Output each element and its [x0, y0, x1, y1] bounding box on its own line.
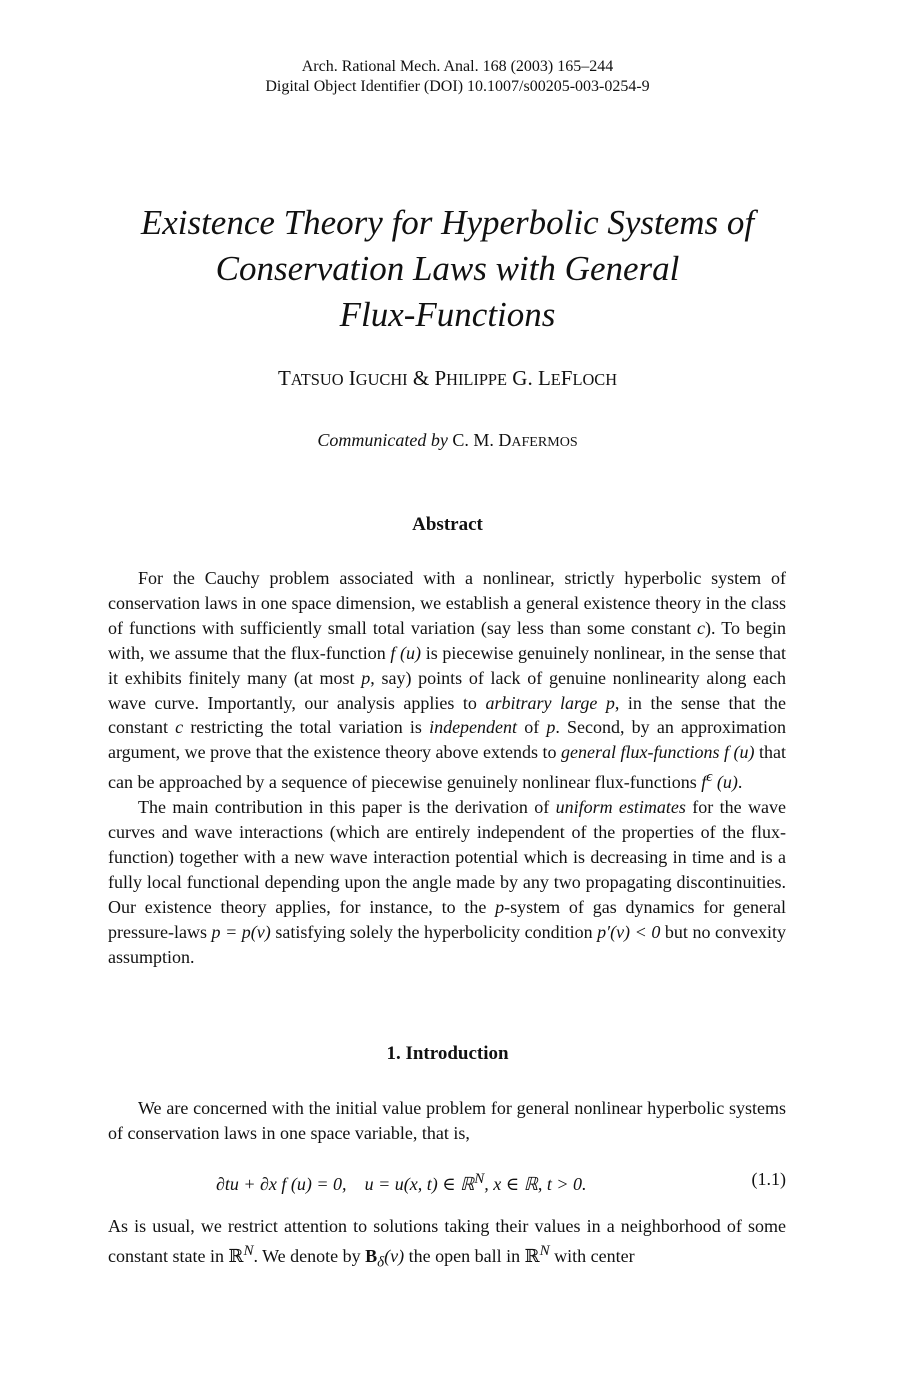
- author-separator: &: [412, 366, 430, 390]
- equation-number: (1.1): [751, 1169, 786, 1189]
- abstract-paragraph-1: For the Cauchy problem associated with a nonlinear, strictly hyperbolic system of conservation laws in one space dimension, we establish a general existence theory in the class of functions with sufficiently small total variation (say less than some constant c). To begin with, we assume that the flux-function f (u) is piecewise genuinely nonlinear, in the sense that it exhibits finitely many (at most p, say) points of lack of genuine nonlinearity along each wave curve. Importantly, our analysis applies to arbitrary large p, in the sense that the constant c restricting the total variation is independent of p. Second, by an approximation argument, we prove that the existence theory above extends to general flux-functions f (u) that can be approached by a sequence of piecewise genuinely nonlinear flux-functions $f^\epsilon$ (u).: [108, 568, 786, 793]
- intro-paragraph-1: We are concerned with the initial value problem for general nonlinear hyperbolic systems of conservation laws in one space variable, that is,: [108, 1098, 786, 1143]
- journal-header: [0, 57, 915, 97]
- author-1: TATSUO IGUCHI: [277, 366, 408, 390]
- abstract-body: [108, 566, 786, 970]
- equation-1-1: [108, 1165, 786, 1193]
- title-line-2: Conservation Laws with General: [215, 249, 680, 288]
- doi-line: Digital Object Identifier (DOI) 10.1007/s00205-003-0254-9: [265, 78, 650, 95]
- intro-paragraph-2: As is usual, we restrict attention to solutions taking their values in a neighborhood of some constant state in ℝ$^N$. We denote by $B_\delta(v)$ the open ball in ℝ$^N$ with center: [108, 1216, 786, 1271]
- abstract-paragraph-2: The main contribution in this paper is the derivation of uniform estimates for the wave curves and wave interactions (which are entirely independent of the properties of the flux-function) together with a new wave interaction potential which is decreasing in time and is a fully local functional depending upon the angle made by any two propagating discontinuities. Our existence theory applies, for instance, to the p-system of gas dynamics for general pressure-laws p = p(v) satisfying solely the hyperbolicity condition p′(v) < 0 but no convexity assumption.: [108, 797, 787, 967]
- journal-citation: Arch. Rational Mech. Anal. 168 (2003) 165–244: [301, 58, 614, 75]
- abstract-heading: Abstract: [412, 514, 483, 535]
- paper-title: [100, 200, 795, 338]
- title-line-3: Flux-Functions: [339, 295, 556, 334]
- introduction-continued: [108, 1214, 786, 1275]
- authors: [0, 364, 895, 394]
- communicated-by: [0, 427, 895, 455]
- equation-rhs-sup: N: [474, 1171, 485, 1187]
- equation-tail: , x ∈ ℝ, t > 0.: [484, 1174, 587, 1194]
- communicated-prefix: Communicated by: [317, 430, 448, 450]
- author-2: PHILIPPE G. LEFLOCH: [434, 366, 618, 390]
- equation-rhs: u = u(x, t) ∈ ℝ: [364, 1174, 475, 1194]
- equation-lhs: ∂tu + ∂x f (u) = 0,: [216, 1174, 347, 1194]
- introduction-heading: 1. Introduction: [386, 1043, 509, 1064]
- introduction-body: [108, 1096, 786, 1146]
- title-line-1: Existence Theory for Hyperbolic Systems of: [140, 203, 755, 242]
- equation-content: [216, 1165, 587, 1198]
- editor-name: C. M. DAFERMOS: [452, 430, 578, 450]
